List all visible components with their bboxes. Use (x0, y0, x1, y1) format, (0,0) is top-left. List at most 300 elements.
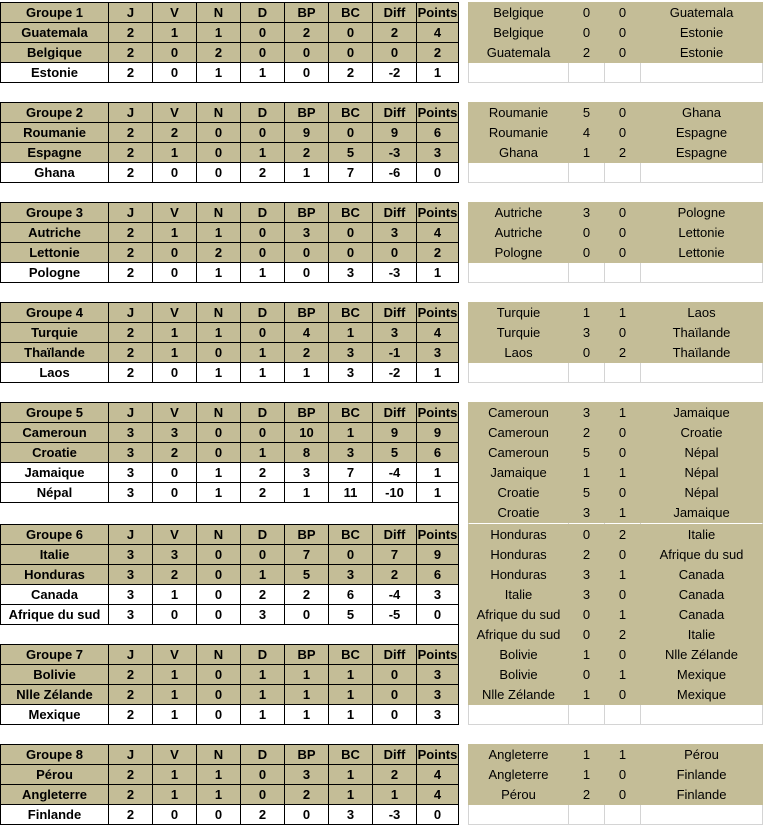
team-name: Croatie (1, 443, 109, 463)
stat-v: 1 (153, 323, 197, 343)
stat-n: 0 (197, 805, 241, 825)
team-name: Roumanie (1, 123, 109, 143)
stat-diff: 0 (373, 705, 417, 725)
match-away-team: Italie (641, 525, 763, 545)
match-away-team: Mexique (641, 685, 763, 705)
stat-d: 1 (241, 665, 285, 685)
stat-v: 2 (153, 443, 197, 463)
stat-d: 1 (241, 443, 285, 463)
match-home-team: Autriche (469, 203, 569, 223)
stat-j: 2 (109, 363, 153, 383)
column-header-j: J (109, 103, 153, 123)
team-name: Guatemala (1, 23, 109, 43)
stat-d: 0 (241, 785, 285, 805)
empty-cell (241, 503, 285, 523)
stat-n: 1 (197, 483, 241, 503)
stat-j: 2 (109, 223, 153, 243)
empty-cell (641, 63, 763, 83)
standings-row (1, 545, 763, 565)
stat-d: 2 (241, 163, 285, 183)
column-header-j: J (109, 645, 153, 665)
column-header-diff: Diff (373, 303, 417, 323)
stat-bp: 3 (285, 463, 329, 483)
empty-cell (605, 805, 641, 825)
standings-row (1, 163, 763, 183)
stat-bc: 1 (329, 665, 373, 685)
match-home-team: Croatie (469, 503, 569, 523)
stat-v: 0 (153, 463, 197, 483)
match-home-team: Guatemala (469, 43, 569, 63)
match-home-team: Ghana (469, 143, 569, 163)
stat-diff: 2 (373, 23, 417, 43)
stat-bp: 1 (285, 705, 329, 725)
column-header-bc: BC (329, 645, 373, 665)
empty-cell (197, 503, 241, 523)
stat-j: 3 (109, 463, 153, 483)
column-gap (459, 243, 469, 263)
column-gap (459, 503, 469, 523)
stat-n: 1 (197, 63, 241, 83)
column-header-d: D (241, 403, 285, 423)
empty-cell (329, 625, 373, 645)
match-away-score: 0 (605, 243, 641, 263)
match-home-team: Cameroun (469, 443, 569, 463)
standings-row (1, 63, 763, 83)
empty-cell (569, 363, 605, 383)
column-gap (459, 785, 469, 805)
stat-diff: 0 (373, 665, 417, 685)
stat-j: 2 (109, 43, 153, 63)
stat-v: 2 (153, 565, 197, 585)
stat-pts: 1 (417, 63, 459, 83)
column-header-bc: BC (329, 403, 373, 423)
column-header-bp: BP (285, 525, 329, 545)
match-away-score: 0 (605, 223, 641, 243)
stat-bp: 0 (285, 43, 329, 63)
column-header-j: J (109, 203, 153, 223)
match-away-score: 2 (605, 343, 641, 363)
stat-d: 2 (241, 483, 285, 503)
stat-pts: 0 (417, 605, 459, 625)
stat-j: 3 (109, 545, 153, 565)
match-away-team: Canada (641, 585, 763, 605)
team-name: Espagne (1, 143, 109, 163)
stat-bp: 3 (285, 765, 329, 785)
stat-j: 3 (109, 605, 153, 625)
empty-cell (1, 503, 109, 523)
empty-cell (569, 705, 605, 725)
column-gap (459, 665, 469, 685)
stat-j: 2 (109, 665, 153, 685)
column-header-v: V (153, 645, 197, 665)
stat-bc: 3 (329, 443, 373, 463)
column-header-diff: Diff (373, 103, 417, 123)
standings-row (1, 23, 763, 43)
stat-j: 3 (109, 423, 153, 443)
standings-row (1, 503, 763, 523)
stat-j: 2 (109, 143, 153, 163)
column-header-points: Points (417, 525, 459, 545)
column-gap (459, 463, 469, 483)
stat-bc: 1 (329, 705, 373, 725)
standings-row (1, 685, 763, 705)
match-home-score: 1 (569, 685, 605, 705)
stat-n: 0 (197, 545, 241, 565)
stat-bc: 1 (329, 685, 373, 705)
column-gap (459, 685, 469, 705)
stat-n: 0 (197, 585, 241, 605)
group-name: Groupe 4 (1, 303, 109, 323)
stat-v: 0 (153, 605, 197, 625)
group-name: Groupe 3 (1, 203, 109, 223)
standings-row (1, 263, 763, 283)
stat-j: 2 (109, 263, 153, 283)
standings-row (1, 705, 763, 725)
match-home-score: 3 (569, 503, 605, 523)
stat-d: 3 (241, 605, 285, 625)
empty-cell (153, 625, 197, 645)
column-header-n: N (197, 645, 241, 665)
match-home-score: 3 (569, 585, 605, 605)
group-header-row (1, 203, 763, 223)
standings-row (1, 605, 763, 625)
column-header-j: J (109, 403, 153, 423)
group-table (0, 302, 763, 383)
stat-d: 1 (241, 63, 285, 83)
empty-cell (469, 163, 569, 183)
stat-diff: -6 (373, 163, 417, 183)
stat-bc: 0 (329, 43, 373, 63)
column-header-diff: Diff (373, 203, 417, 223)
column-gap (459, 705, 469, 725)
match-home-score: 3 (569, 403, 605, 423)
stat-bc: 7 (329, 463, 373, 483)
match-away-team: Népal (641, 443, 763, 463)
stat-d: 2 (241, 585, 285, 605)
column-header-points: Points (417, 403, 459, 423)
match-home-team: Honduras (469, 545, 569, 565)
stat-d: 1 (241, 685, 285, 705)
column-header-bc: BC (329, 303, 373, 323)
match-away-team: Lettonie (641, 243, 763, 263)
standings-row (1, 565, 763, 585)
team-name: Estonie (1, 63, 109, 83)
match-home-team: Belgique (469, 3, 569, 23)
match-home-score: 3 (569, 565, 605, 585)
stat-bp: 2 (285, 23, 329, 43)
stat-pts: 3 (417, 585, 459, 605)
stat-v: 0 (153, 43, 197, 63)
match-away-team: Pérou (641, 745, 763, 765)
match-home-team: Cameroun (469, 403, 569, 423)
empty-cell (285, 625, 329, 645)
team-name: Autriche (1, 223, 109, 243)
match-away-score: 0 (605, 103, 641, 123)
column-gap (459, 805, 469, 825)
stat-diff: -10 (373, 483, 417, 503)
match-home-score: 1 (569, 303, 605, 323)
match-home-team: Pologne (469, 243, 569, 263)
team-name: Turquie (1, 323, 109, 343)
stat-bc: 0 (329, 223, 373, 243)
column-header-bc: BC (329, 203, 373, 223)
match-away-score: 2 (605, 525, 641, 545)
match-away-team: Finlande (641, 765, 763, 785)
column-header-v: V (153, 525, 197, 545)
column-gap (459, 423, 469, 443)
stat-pts: 3 (417, 143, 459, 163)
match-away-team: Thaïlande (641, 343, 763, 363)
stat-bp: 0 (285, 263, 329, 283)
column-header-d: D (241, 3, 285, 23)
match-away-team: Lettonie (641, 223, 763, 243)
column-header-n: N (197, 3, 241, 23)
stat-v: 0 (153, 243, 197, 263)
group-header-row (1, 525, 763, 545)
match-home-score: 0 (569, 3, 605, 23)
stat-v: 0 (153, 163, 197, 183)
stat-v: 1 (153, 585, 197, 605)
stat-d: 0 (241, 423, 285, 443)
match-away-score: 0 (605, 785, 641, 805)
stat-d: 0 (241, 243, 285, 263)
standings-row (1, 243, 763, 263)
stat-j: 2 (109, 123, 153, 143)
match-away-team: Estonie (641, 23, 763, 43)
column-gap (459, 3, 469, 23)
stat-diff: -3 (373, 263, 417, 283)
column-header-v: V (153, 403, 197, 423)
stat-diff: -2 (373, 63, 417, 83)
stat-n: 0 (197, 705, 241, 725)
column-gap (459, 545, 469, 565)
stat-pts: 1 (417, 363, 459, 383)
empty-cell (109, 625, 153, 645)
match-away-team: Canada (641, 605, 763, 625)
column-header-diff: Diff (373, 525, 417, 545)
stat-j: 2 (109, 685, 153, 705)
group-name: Groupe 5 (1, 403, 109, 423)
standings-row (1, 765, 763, 785)
team-name: Belgique (1, 43, 109, 63)
standings-row (1, 665, 763, 685)
stat-d: 0 (241, 23, 285, 43)
empty-cell (641, 363, 763, 383)
match-away-score: 0 (605, 423, 641, 443)
column-header-diff: Diff (373, 645, 417, 665)
empty-cell (569, 805, 605, 825)
column-gap (459, 103, 469, 123)
column-header-d: D (241, 103, 285, 123)
stat-d: 0 (241, 323, 285, 343)
stat-n: 0 (197, 685, 241, 705)
stat-bp: 3 (285, 223, 329, 243)
empty-cell (417, 503, 459, 523)
match-home-score: 0 (569, 243, 605, 263)
column-gap (459, 123, 469, 143)
column-gap (459, 765, 469, 785)
empty-cell (641, 805, 763, 825)
stat-v: 1 (153, 705, 197, 725)
stat-pts: 4 (417, 785, 459, 805)
stat-bc: 3 (329, 805, 373, 825)
empty-cell (329, 503, 373, 523)
stat-j: 2 (109, 23, 153, 43)
match-away-team: Pologne (641, 203, 763, 223)
team-name: Mexique (1, 705, 109, 725)
stat-bp: 9 (285, 123, 329, 143)
standings-row (1, 223, 763, 243)
stat-diff: -5 (373, 605, 417, 625)
stat-n: 1 (197, 263, 241, 283)
column-gap (459, 223, 469, 243)
stat-v: 1 (153, 223, 197, 243)
team-name: Pérou (1, 765, 109, 785)
stat-n: 0 (197, 565, 241, 585)
match-home-team: Turquie (469, 303, 569, 323)
team-name: Pologne (1, 263, 109, 283)
column-header-n: N (197, 203, 241, 223)
empty-cell (569, 263, 605, 283)
stat-bc: 3 (329, 565, 373, 585)
column-header-points: Points (417, 745, 459, 765)
match-away-score: 1 (605, 303, 641, 323)
group-table (0, 202, 763, 283)
match-home-score: 2 (569, 423, 605, 443)
empty-cell (109, 503, 153, 523)
group-header-row (1, 645, 763, 665)
stat-bp: 0 (285, 605, 329, 625)
column-header-d: D (241, 203, 285, 223)
empty-cell (469, 705, 569, 725)
stat-bp: 2 (285, 343, 329, 363)
stat-j: 2 (109, 785, 153, 805)
column-gap (459, 203, 469, 223)
stat-n: 1 (197, 363, 241, 383)
column-header-n: N (197, 745, 241, 765)
stat-bc: 3 (329, 363, 373, 383)
match-away-score: 0 (605, 43, 641, 63)
match-away-score: 0 (605, 483, 641, 503)
stat-n: 1 (197, 785, 241, 805)
stat-bp: 8 (285, 443, 329, 463)
column-header-bp: BP (285, 103, 329, 123)
stat-bc: 3 (329, 343, 373, 363)
group-table (0, 644, 763, 725)
stat-diff: 9 (373, 423, 417, 443)
stat-d: 1 (241, 705, 285, 725)
column-header-d: D (241, 525, 285, 545)
match-away-team: Afrique du sud (641, 545, 763, 565)
stat-j: 3 (109, 585, 153, 605)
match-away-score: 1 (605, 665, 641, 685)
column-gap (459, 143, 469, 163)
standings-row (1, 343, 763, 363)
stat-pts: 1 (417, 263, 459, 283)
stat-bc: 1 (329, 423, 373, 443)
group-header-row (1, 745, 763, 765)
stat-bc: 0 (329, 123, 373, 143)
stat-d: 2 (241, 463, 285, 483)
stat-pts: 3 (417, 665, 459, 685)
stat-j: 2 (109, 805, 153, 825)
standings-row (1, 123, 763, 143)
match-away-score: 0 (605, 203, 641, 223)
column-header-n: N (197, 103, 241, 123)
match-away-score: 1 (605, 565, 641, 585)
empty-cell (469, 805, 569, 825)
empty-cell (605, 263, 641, 283)
column-header-n: N (197, 525, 241, 545)
group-table (0, 744, 763, 825)
stat-j: 2 (109, 63, 153, 83)
match-away-team: Canada (641, 565, 763, 585)
column-header-j: J (109, 303, 153, 323)
group-name: Groupe 7 (1, 645, 109, 665)
column-gap (459, 483, 469, 503)
stat-j: 2 (109, 243, 153, 263)
match-away-team: Laos (641, 303, 763, 323)
stat-pts: 2 (417, 43, 459, 63)
match-away-score: 1 (605, 605, 641, 625)
stat-pts: 6 (417, 123, 459, 143)
match-away-score: 2 (605, 143, 641, 163)
match-home-team: Italie (469, 585, 569, 605)
match-away-score: 0 (605, 645, 641, 665)
match-away-team: Espagne (641, 143, 763, 163)
empty-cell (373, 625, 417, 645)
match-home-score: 3 (569, 323, 605, 343)
column-gap (459, 63, 469, 83)
standings-row (1, 423, 763, 443)
match-away-team: Guatemala (641, 3, 763, 23)
match-away-team: Mexique (641, 665, 763, 685)
stat-bc: 11 (329, 483, 373, 503)
match-home-score: 1 (569, 745, 605, 765)
match-home-score: 2 (569, 785, 605, 805)
match-home-team: Autriche (469, 223, 569, 243)
column-header-points: Points (417, 203, 459, 223)
stat-n: 2 (197, 243, 241, 263)
stat-v: 2 (153, 123, 197, 143)
stat-bc: 0 (329, 243, 373, 263)
stat-bc: 6 (329, 585, 373, 605)
match-home-score: 1 (569, 143, 605, 163)
match-home-team: Croatie (469, 483, 569, 503)
standings-row (1, 143, 763, 163)
match-home-score: 2 (569, 43, 605, 63)
match-away-score: 0 (605, 123, 641, 143)
stat-bp: 2 (285, 143, 329, 163)
column-header-v: V (153, 745, 197, 765)
empty-cell (641, 263, 763, 283)
match-away-score: 0 (605, 545, 641, 565)
group-header-row (1, 403, 763, 423)
stat-diff: 2 (373, 565, 417, 585)
stat-v: 0 (153, 483, 197, 503)
match-away-score: 0 (605, 765, 641, 785)
empty-cell (569, 163, 605, 183)
column-gap (459, 525, 469, 545)
stat-j: 3 (109, 483, 153, 503)
stat-pts: 4 (417, 323, 459, 343)
stat-n: 0 (197, 343, 241, 363)
stat-v: 1 (153, 685, 197, 705)
column-header-diff: Diff (373, 745, 417, 765)
column-header-bp: BP (285, 745, 329, 765)
stat-bp: 1 (285, 483, 329, 503)
match-away-score: 1 (605, 403, 641, 423)
